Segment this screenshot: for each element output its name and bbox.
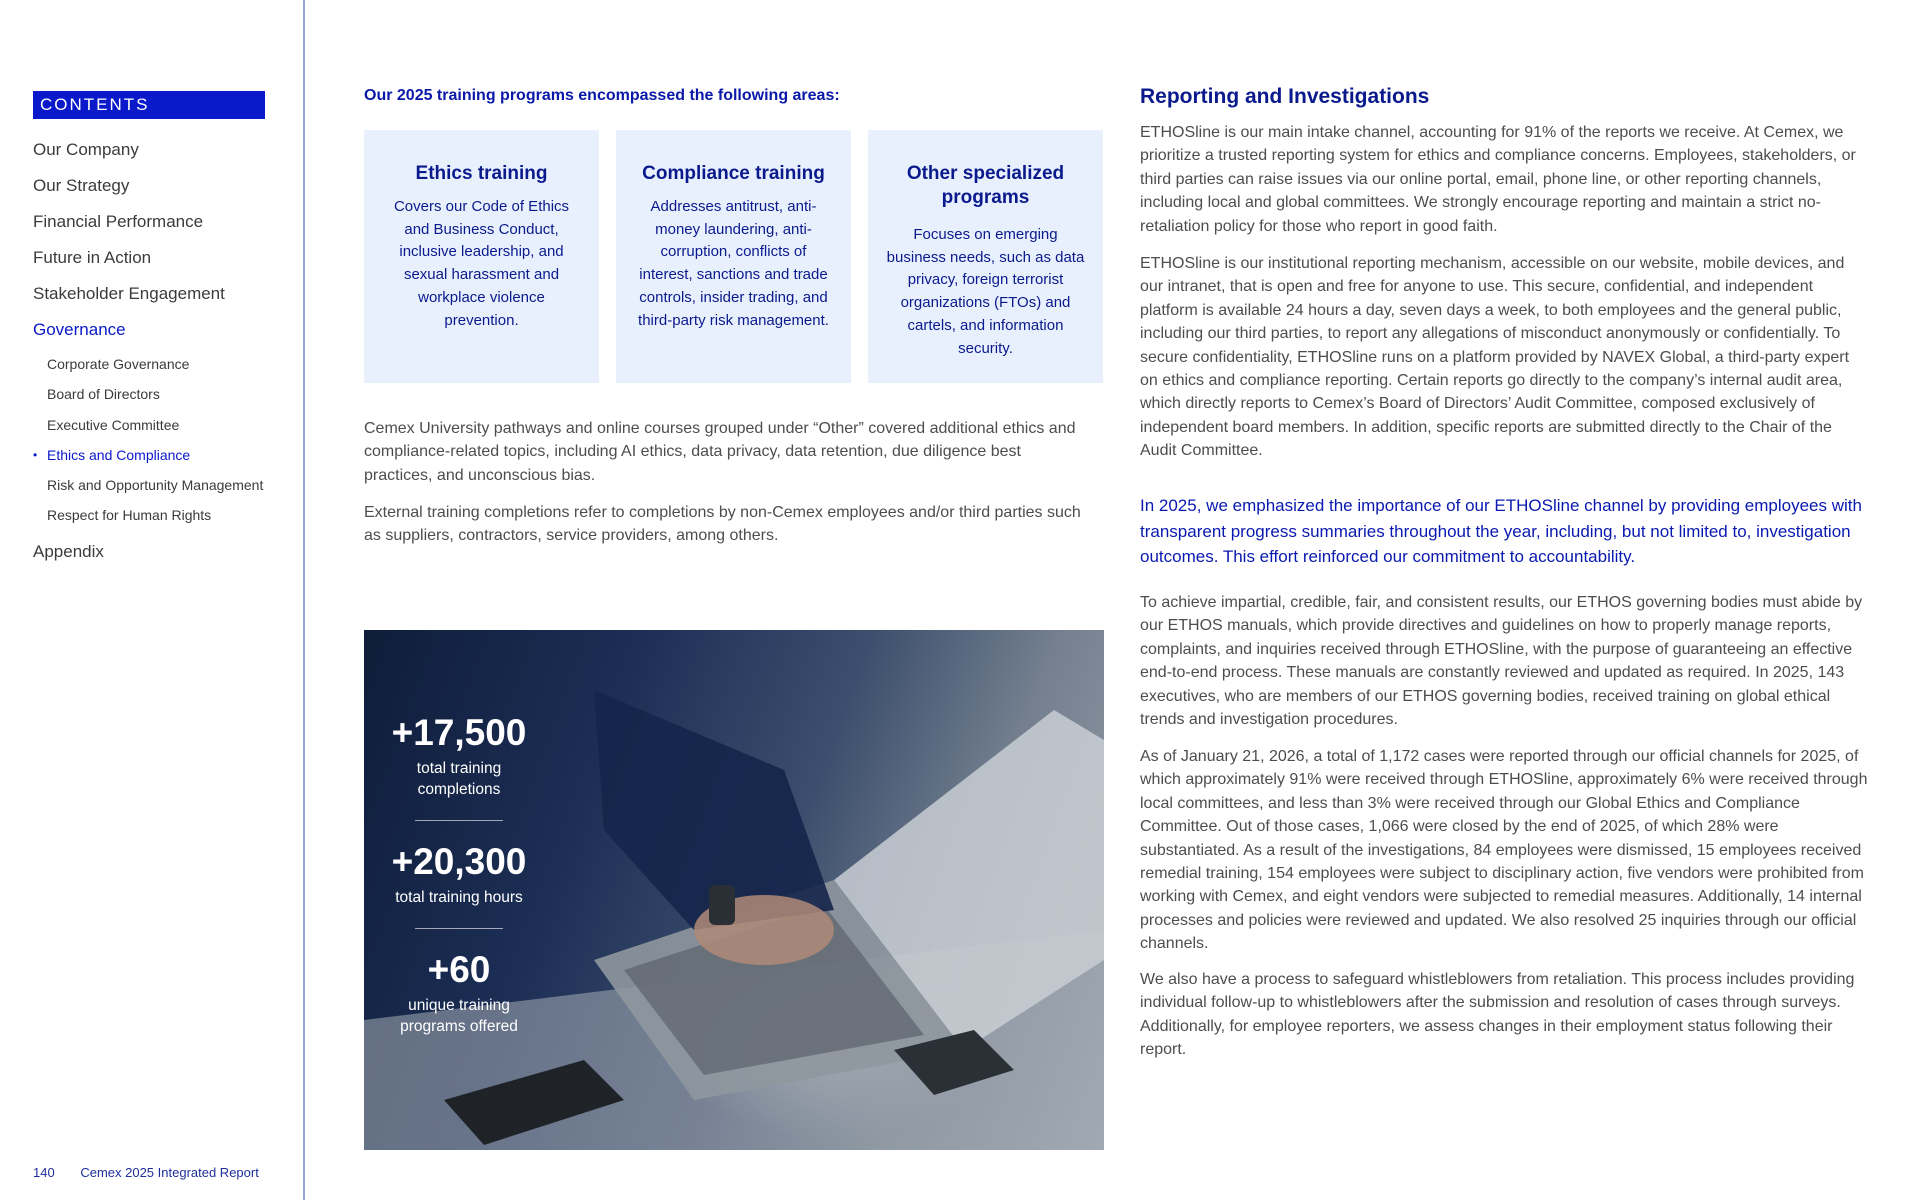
- other-courses-paragraph: Cemex University pathways and online courses grouped under “Other” covered additional ethics and compliance-related topics, including AI ethics, data privacy, data retention, due diligence best practices, and unconscious bias.: [364, 420, 1076, 484]
- stat-programs-value: +60: [427, 949, 491, 990]
- training-photo: [364, 630, 1104, 1150]
- governing-bodies-paragraph: To achieve impartial, credible, fair, and consistent results, our ETHOS governing bodies must abide by our ETHOS manuals, which provide directives and guidelines on how to properly manage reports, complaints, and inquiries received through ETHOSline, with the purpose of guaranteeing an effective end-to-end process. These manuals are constantly reviewed and updated as required. In 2025, 143 executives, who are members of our ETHOS governing bodies, received training on global ethical trends and investigation procedures.: [1140, 594, 1863, 729]
- cases-statistics-paragraph: As of January 21, 2026, a total of 1,172 cases were reported through our official channels for 2025, of which approximately 91% were received through ETHOSline, approximately 6% were received through local committees, and less than 3% were received through our Global Ethics and Compliance Committee. Out of those cases, 1,066 were closed by the end of 2025, of which 28% were substantiated. As a result of the investigations, 84 employees were dismissed, 15 employees received remedial training, 154 employees were subject to disciplinary action, five vendors were prohibited from working with Cemex, and eight vendors were subjected to remedial measures. Additionally, 14 internal processes and policies were reviewed and updated. We also resolved 25 inquiries through our official channels.: [1140, 748, 1868, 953]
- ethics-training-card: [364, 130, 599, 383]
- card-title: Other specialized programs: [906, 163, 1065, 208]
- stat-completions-label: total training completions: [416, 760, 502, 798]
- card-title: Ethics training: [415, 163, 548, 184]
- nav-our-strategy[interactable]: Our Strategy: [33, 176, 130, 195]
- nav-risk-and-opportunity[interactable]: Risk and Opportunity Management: [47, 477, 264, 494]
- nav-executive-committee[interactable]: Executive Committee: [47, 416, 180, 433]
- specialized-programs-card: [868, 130, 1103, 383]
- page-number: 140: [33, 1165, 55, 1180]
- card-body: Addresses antitrust, anti-money laundering, anti-corruption, conflicts of interest, sanctions and trade controls, insider trading, and third-party risk management.: [638, 198, 829, 329]
- training-stats: [384, 712, 534, 1037]
- nav-respect-human-rights[interactable]: Respect for Human Rights: [47, 507, 212, 524]
- compliance-training-card: [616, 130, 851, 383]
- page-footer: [33, 1165, 259, 1180]
- nav-board-of-directors[interactable]: Board of Directors: [47, 386, 160, 403]
- active-bullet-icon: •: [33, 447, 38, 462]
- sidebar: [0, 0, 305, 1200]
- stat-hours-label: total training hours: [395, 889, 523, 906]
- nav-stakeholder-engagement[interactable]: Stakeholder Engagement: [33, 284, 225, 303]
- nav-appendix[interactable]: Appendix: [33, 541, 104, 561]
- training-intro: Our 2025 training programs encompassed the following areas:: [364, 87, 840, 104]
- whistleblower-paragraph: We also have a process to safeguard whistleblowers from retaliation. This process includes providing individual follow-up to whistleblowers after the submission and resolution of cases through surveys. Additionally, for employee reporters, we assess changes in their employment status following their report.: [1140, 971, 1855, 1059]
- nav-corporate-governance[interactable]: Corporate Governance: [47, 356, 190, 372]
- table-of-contents: [33, 139, 263, 577]
- external-training-paragraph: External training completions refer to completions by non-Cemex employees and/or third parties such as suppliers, contractors, service providers, among others.: [364, 504, 1081, 545]
- card-title: Compliance training: [642, 163, 825, 184]
- section-title: Reporting and Investigations: [1140, 85, 1430, 108]
- ethosline-mechanism-paragraph: ETHOSline is our institutional reporting mechanism, accessible on our website, mobile devices, and our intranet, that is open and free for anyone to use. This secure, confidential, and independent platform is available 24 hours a day, seven days a week, to both employees and the general public, including our third parties, to report any allegations of misconduct anonymously or confidentially. To secure confidentiality, ETHOSline runs on a platform provided by NAVEX Global, a third-party expert on ethics and compliance reporting. Certain reports go directly to the company’s internal audit area, which directly reports to Cemex’s Board of Directors’ Audit Committee, composed exclusively of independent board members. In addition, specific reports are submitted directly to the Chair of the Audit Committee.: [1140, 255, 1850, 460]
- stat-divider: [415, 820, 503, 821]
- nav-financial-performance[interactable]: Financial Performance: [33, 212, 204, 231]
- stat-hours-value: +20,300: [391, 841, 527, 882]
- nav-ethics-and-compliance-label: Ethics and Compliance: [47, 446, 191, 463]
- stat-programs-label: unique training programs offered: [400, 997, 518, 1035]
- report-title: Cemex 2025 Integrated Report: [80, 1165, 259, 1180]
- card-body: Covers our Code of Ethics and Business Conduct, inclusive leadership, and sexual harassment and workplace violence prevention.: [393, 198, 570, 329]
- nav-our-company[interactable]: Our Company: [33, 140, 139, 159]
- nav-future-in-action[interactable]: Future in Action: [33, 248, 152, 267]
- stat-divider: [415, 928, 503, 929]
- highlight-statement: In 2025, we emphasized the importance of our ETHOSline channel by providing employees with transparent progress summaries throughout the year, including, but not limited to, investigation outcomes. This effort reinforced our commitment to accountability.: [1140, 496, 1862, 566]
- nav-governance[interactable]: Governance: [33, 320, 126, 339]
- stat-completions-value: +17,500: [391, 712, 527, 753]
- nav-ethics-and-compliance[interactable]: [33, 446, 263, 476]
- ethosline-intake-paragraph: ETHOSline is our main intake channel, accounting for 91% of the reports we receive. At Cemex, we prioritize a trusted reporting system for ethics and compliance concerns. Employees, stakeholders, or third parties can raise issues via our online portal, email, phone line, or other reporting channels, including local and global committees. We strongly encourage reporting and maintain a strict no-retaliation policy for those who report in good faith.: [1140, 124, 1856, 235]
- card-body: Focuses on emerging business needs, such as data privacy, foreign terrorist organizations (FTOs) and cartels, and information security.: [886, 226, 1085, 357]
- contents-header: CONTENTS: [33, 91, 265, 119]
